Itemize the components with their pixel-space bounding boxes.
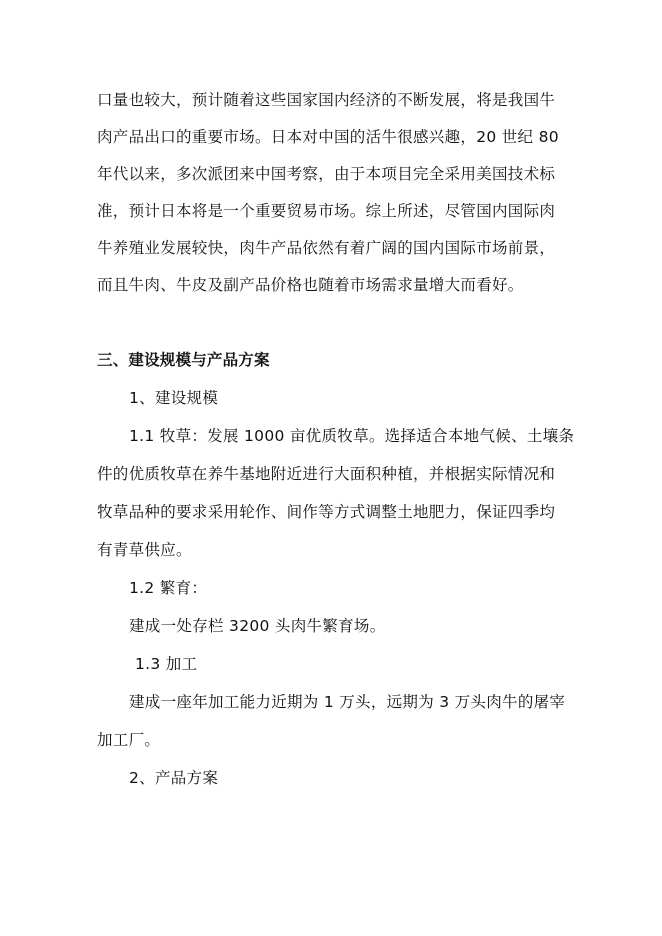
- item-1-3-title: 1.3 加工: [135, 655, 198, 673]
- paragraph-line: 口量也较大，预计随着这些国家国内经济的不断发展，将是我国牛: [97, 91, 556, 109]
- item-1-1-line: 牧草品种的要求采用轮作、间作等方式调整土地肥力，保证四季均: [97, 503, 556, 521]
- item-1-1-line: 件的优质牧草在养牛基地附近进行大面积种植，并根据实际情况和: [97, 465, 556, 483]
- item-1-2-text: 建成一处存栏 3200 头肉牛繁育场。: [129, 617, 386, 635]
- subsection-heading: 2、产品方案: [129, 769, 219, 787]
- item-1-3-line: 建成一座年加工能力近期为 1 万头，远期为 3 万头肉牛的屠宰: [129, 693, 566, 711]
- item-1-3-line: 加工厂。: [97, 731, 161, 749]
- paragraph-line: 牛养殖业发展较快，肉牛产品依然有着广阔的国内国际市场前景，: [97, 239, 556, 257]
- section-heading: 三、建设规模与产品方案: [97, 351, 270, 369]
- item-1-1-line: 1.1 牧草：发展 1000 亩优质牧草。选择适合本地气候、土壤条: [129, 427, 575, 445]
- paragraph-line: 准，预计日本将是一个重要贸易市场。综上所述，尽管国内国际肉: [97, 202, 556, 220]
- paragraph-line: 而且牛肉、牛皮及副产品价格也随着市场需求量增大而看好。: [97, 276, 524, 294]
- paragraph-line: 年代以来，多次派团来中国考察，由于本项目完全采用美国技术标: [97, 165, 556, 183]
- item-1-2-title: 1.2 繁育：: [129, 579, 208, 597]
- paragraph-line: 肉产品出口的重要市场。日本对中国的活牛很感兴趣，20 世纪 80: [97, 128, 559, 146]
- subsection-heading: 1、建设规模: [129, 389, 219, 407]
- item-1-1-line: 有青草供应。: [97, 541, 192, 559]
